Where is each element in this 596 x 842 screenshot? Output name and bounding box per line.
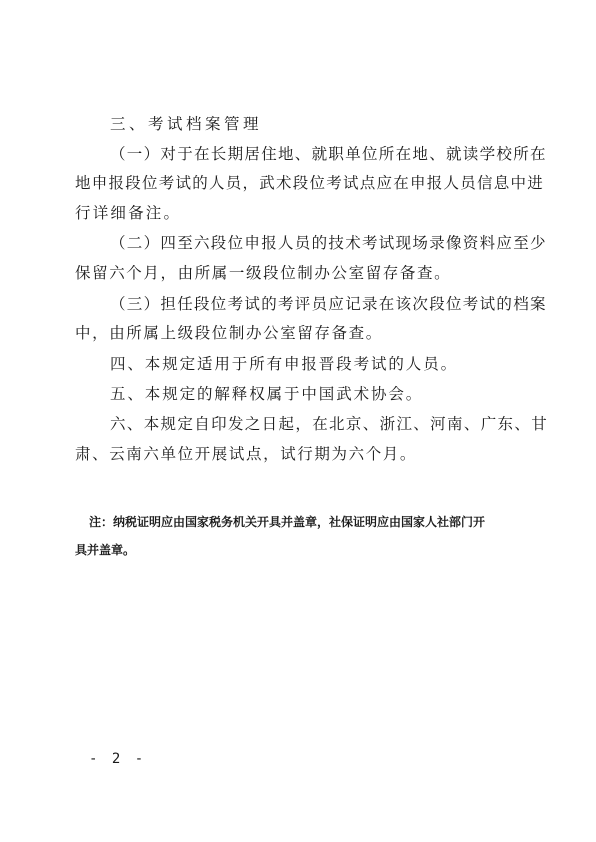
note-line1: 注：纳税证明应由国家税务机关开具并盖章，社保证明应由国家人社部门开 xyxy=(89,515,486,529)
note-line2: 具并盖章。 xyxy=(75,543,136,557)
item3-line2: 中，由所属上级段位制办公室留存备查。 xyxy=(75,324,383,342)
item1-line1: （一）对于在长期居住地、就职单位所在地、就读学校所在 xyxy=(110,145,547,163)
paragraph-4: 四、本规定适用于所有申报晋段考试的人员。 xyxy=(110,355,459,373)
paragraph-5: 五、本规定的解释权属于中国武术协会。 xyxy=(110,385,424,403)
item3-line1: （三）担任段位考试的考评员应记录在该次段位考试的档案 xyxy=(110,295,547,313)
item2-line1: （二）四至六段位申报人员的技术考试现场录像资料应至少 xyxy=(110,234,547,252)
item2-line2: 保留六个月，由所属一级段位制办公室留存备查。 xyxy=(75,264,452,282)
item1-line2: 地申报段位考试的人员，武术段位考试点应在申报人员信息中进 xyxy=(75,174,545,192)
paragraph-6-line1: 六、本规定自印发之日起，在北京、浙江、河南、广东、甘 xyxy=(110,415,549,433)
item1-line3: 行详细备注。 xyxy=(75,204,182,222)
page-number: - 2 - xyxy=(89,751,147,767)
paragraph-6-line2: 肃、云南六单位开展试点，试行期为六个月。 xyxy=(75,445,418,463)
section-title: 三、考试档案管理 xyxy=(110,115,263,133)
